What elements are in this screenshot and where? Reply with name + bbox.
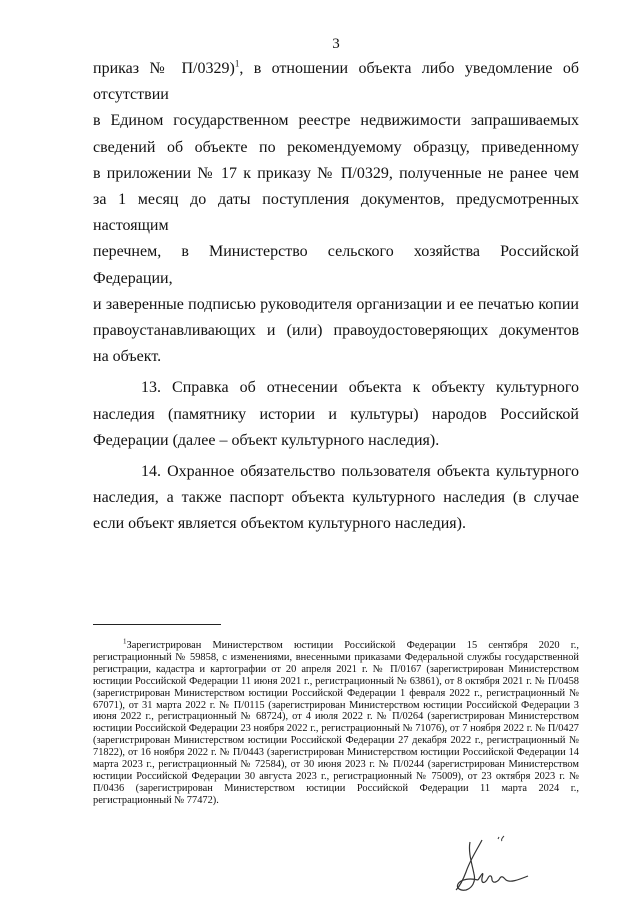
footnote-text: Зарегистрирован Министерством юстиции Российской Федерации 15 сентября 2020 г., регистрационный № 59858, с изменениями, внесенными приказами Федеральной службы государственной регистрации, кадастра и картографии от 20 апреля 2021 г. № П/0167 (зарегистрирован Министерством юстиции Российской Федерации 11 июня 2021 г., регистрационный № 63861), от 8 октября 2021 г. № П/0458 (зарегистрирован Министерством юстиции Российской Федерации 1 февраля 2022 г., регистрационный № 67071), от 31 марта 2022 г. № П/0115 (зарегистрирован Министерством юстиции Российской Федерации 3 июня 2022 г., регистрационный № 68724), от 4 июля 2022 г. № П/0264 (зарегистрирован Министерством юстиции Российской Федерации 23 ноября 2022 г., регистрационный № 71076), от 7 ноября 2022 г. № П/0427 (зарегистрирован Министерством юстиции Российской Федерации 27 декабря 2022 г., регистрационный № 71822), от 16 ноября 2022 г. № П/0443 (зарегистрирован Министерством юстиции Российской Федерации 14 марта 2023 г., регистрационный № 72584), от 30 июня 2023 г. № П/0244 (зарегистрирован Министерством юстиции Российской Федерации 30 августа 2023 г., регистрационный № 75009), от 23 октября 2023 г. № П/0436 (зарегистрирован Министерством юстиции Российской Федерации 11 марта 2024 г., регистрационный № 77472). — [93, 640, 579, 806]
paragraph-line: в Едином государственном реестре недвижимости запрашиваемых — [93, 112, 579, 130]
paragraph-line-tail: , в отношении объекта либо уведомление об отсутствии — [93, 60, 580, 104]
paragraph-line: перечнем, в Министерство сельского хозяйства Российской Федерации, — [93, 243, 579, 287]
footnote-separator — [93, 624, 221, 625]
paragraph-line: в приложении № 17 к приказу № П/0329, полученные не ранее чем — [93, 164, 579, 182]
paragraph-line: сведений об объекте по рекомендуемому образцу, приведенному — [93, 138, 579, 156]
document-body — [93, 56, 579, 538]
paragraph-line: и заверенные подписью руководителя организации и ее печатью копии — [93, 295, 579, 313]
paragraph-line: на объект. — [93, 348, 162, 366]
paragraph-line: правоустанавливающих и (или) правоудостоверяющих документов — [93, 322, 579, 340]
paragraph-continuation — [93, 56, 579, 370]
paragraph-line — [93, 56, 579, 108]
handwritten-signature-icon — [452, 834, 532, 896]
footnote — [93, 637, 579, 807]
paragraph-line: за 1 месяц до даты поступления документов, предусмотренных настоящим — [93, 191, 579, 235]
paragraph-14: 14. Охранное обязательство пользователя объекта культурного наследия, а также паспорт объекта культурного наследия (в случае если объект является объектом культурного наследия). — [93, 463, 579, 533]
paragraph-13: 13. Справка об отнесении объекта к объекту культурного наследия (памятнику истории и культуры) народов Российской Федерации (далее – объект культурного наследия). — [93, 379, 579, 449]
footnote-marker: 1 — [123, 637, 127, 646]
page-number: 3 — [332, 36, 340, 52]
paragraph-line-text: приказ № П/0329) — [93, 60, 235, 77]
footnote-reference[interactable]: 1 — [234, 58, 240, 69]
